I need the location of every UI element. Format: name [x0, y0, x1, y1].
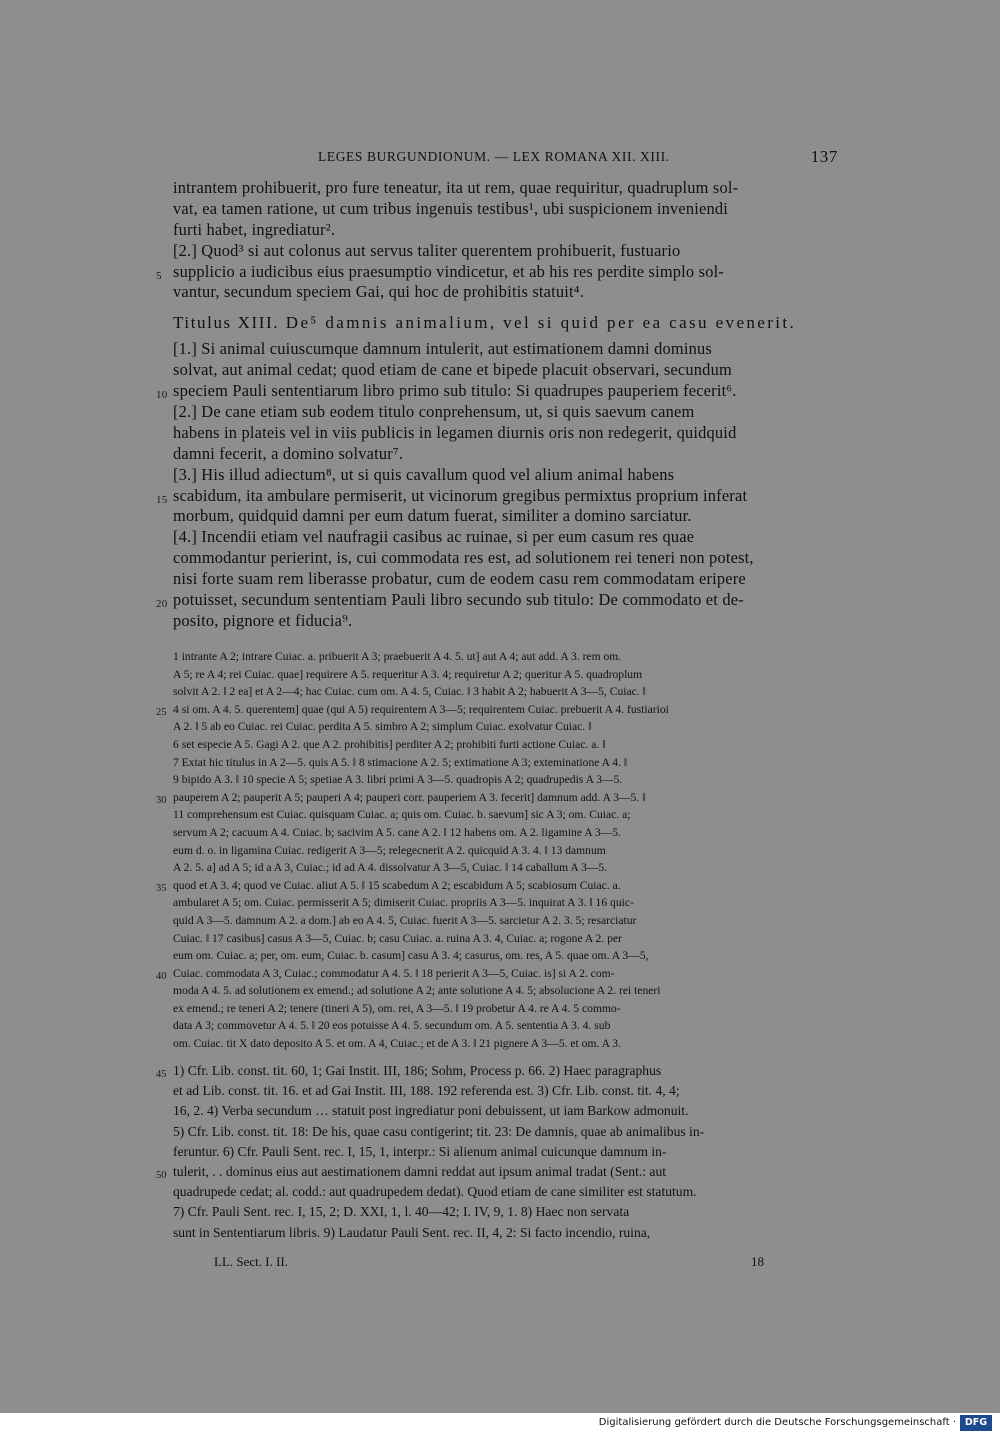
line-text: [3.] His illud adiectum⁸, ut si quis cavallum quod vel alium animal habens: [173, 464, 675, 484]
line-text: pauperem A 2; pauperit A 5; pauperi A 4; pauperi corr. pauperiem A 3. fecerit] damnum add. A 3—5. ‖: [173, 790, 646, 804]
critical-apparatus: [156, 648, 840, 1053]
text-line: [173, 339, 840, 360]
line-text: 1 intrante A 2; intrare Cuiac. a. pribuerit A 3; praebuerit A 4. 5. ut] aut A 4; aut add. A 3. rem om.: [173, 650, 622, 663]
digitization-footer: [0, 1413, 1000, 1434]
printer-signature: [214, 1254, 764, 1274]
line-text: servum A 2; cacuum A 4. Cuiac. b; sacivim A 5. cane A 2. ‖ 12 habens om. A 2. ligamine A 3—5.: [173, 825, 621, 839]
apparatus-line: [173, 894, 840, 912]
line-text: quid A 3—5. damnum A 2. a dom.] ab eo A 4. 5, Cuiac. fuerit A 3—5. sarcietur A 2. 3. 5; resarciatur: [173, 913, 637, 927]
apparatus-line: [156, 877, 840, 895]
text-line: [173, 444, 840, 465]
line-text: A 5; re A 4; rei Cuiac. quae] requirere A 5. requeritur A 3. 4; requiretur A 2; queritur A 5. quadroplum: [173, 667, 643, 681]
line-text: quadrupede cedat; al. codd.: aut quadrupedem dedat). Quod etiam de cane similiter est statutum.: [173, 1184, 697, 1200]
titulus-text: De⁵ damnis animalium, vel si quid per ea casu evenerit.: [285, 313, 797, 333]
footnotes: [156, 1061, 840, 1243]
running-head-title: LEGES BURGUNDIONUM. — LEX ROMANA XII. XIII.: [318, 149, 670, 164]
footnote-line: [173, 1101, 840, 1121]
text-line: [173, 220, 840, 241]
apparatus-line: [173, 982, 840, 1000]
apparatus-line: [173, 930, 840, 948]
line-text: A 2. ‖ 5 ab eo Cuiac. rei Cuiac. perdita A 5. simbro A 2; simplum Cuiac. exolvatur Cuiac. ‖: [173, 720, 592, 734]
footnote-line: [173, 1081, 840, 1101]
apparatus-line: [156, 789, 840, 807]
line-text: habens in plateis vel in viis publicis in legamen diurnis oris non redegerit, quidquid: [173, 422, 737, 442]
main-text-block: [156, 339, 840, 631]
line-text: furti habet, ingrediatur².: [173, 219, 336, 239]
text-line: [173, 527, 840, 548]
line-text: solvit A 2. ‖ 2 ea] et A 2—4; hac Cuiac. cum om. A 4. 5, Cuiac. ‖ 3 habit A 2; habuerit A 3—5, Cuiac. ‖: [173, 685, 646, 699]
line-text: 11 comprehensum est Cuiac. quisquam Cuiac. a; quis om. Cuiac. b. saevum] sic A 3; om. Cuiac. a;: [173, 808, 631, 822]
apparatus-line: [173, 947, 840, 965]
line-text: Cuiac. ‖ 17 casibus] casus A 3—5, Cuiac. b; casu Cuiac. a. ruina A 3. 4, Cuiac. a; rogone A 2. per: [173, 931, 622, 945]
line-text: speciem Pauli sententiarum libro primo sub titulo: Si quadrupes pauperiem fecerit⁶.: [173, 381, 737, 401]
line-number: 5: [156, 269, 162, 282]
apparatus-line: [156, 965, 840, 983]
text-line: [173, 360, 840, 381]
line-text: posito, pignore et fiducia⁹.: [173, 610, 353, 630]
line-number: 25: [156, 706, 167, 718]
line-number: 15: [156, 493, 168, 506]
text-line: [173, 611, 840, 632]
text-line: [156, 261, 840, 283]
line-text: moda A 4. 5. ad solutionem ex emend.; ad solutione A 2; ante solutione A 4. 5; absolucione A 2. rei teneri: [173, 984, 661, 998]
titulus-heading: [173, 313, 840, 337]
line-text: om. Cuiac. tit X dato deposito A 5. et om. A 4, Cuiac.; et de A 3. ‖ 21 pignere A 3—5. et om. A 3.: [173, 1037, 621, 1051]
line-text: supplicio a iudicibus eius praesumptio vindicetur, et ab his res perdite simplo sol-: [173, 261, 725, 281]
line-text: nisi forte suam rem liberasse probatur, cum de eodem casu rem commodatam eripere: [173, 569, 746, 589]
apparatus-line: [173, 1017, 840, 1035]
line-text: scabidum, ita ambulare permiserit, ut vicinorum gregibus permixtus proprium inferat: [173, 485, 748, 505]
text-line: [173, 402, 840, 423]
apparatus-line: [173, 683, 840, 701]
text-line: [156, 485, 840, 507]
apparatus-line: [173, 842, 840, 860]
text-line: [156, 381, 840, 402]
line-text: sunt in Sententiarum libris. 9) Laudatur Pauli Sent. rec. II, 4, 2: Si facto incendio, ruina,: [173, 1224, 651, 1240]
line-text: potuisset, secundum sententiam Pauli libro secundo sub titulo: De commodato et de-: [173, 590, 744, 610]
signature-number: 18: [751, 1254, 764, 1269]
line-text: [2.] De cane etiam sub eodem titulo conprehensum, ut, si quis saevum canem: [173, 402, 695, 422]
line-text: 1) Cfr. Lib. const. tit. 60, 1; Gai Instit. III, 186; Sohm, Process p. 66. 2) Haec paragraphus: [173, 1063, 662, 1078]
line-text: ex emend.; re teneri A 2; tenere (tineri A 5), om. rei, A 3—5. ‖ 19 probetur A 4. re A 4. 5 commo-: [173, 1001, 621, 1015]
line-number: 45: [156, 1069, 167, 1080]
text-line: [173, 282, 840, 303]
text-line: [173, 465, 840, 486]
line-number: 10: [156, 389, 168, 402]
footnote-line: [173, 1202, 840, 1222]
line-text: data A 3; commovetur A 4. 5. ‖ 20 eos potuisse A 4. 5. secundum om. A 5. sententia A 3. 4. sub: [173, 1019, 611, 1033]
footnote-line: [173, 1223, 840, 1243]
apparatus-line: [156, 701, 840, 719]
line-number: 35: [156, 882, 167, 894]
dfg-logo: DFG: [960, 1415, 992, 1431]
line-text: damni fecerit, a domino solvatur⁷.: [173, 443, 404, 463]
text-line: [173, 241, 840, 262]
line-text: 7) Cfr. Pauli Sent. rec. I, 15, 2; D. XXI, 1, l. 40—42; I. IV, 9, 1. 8) Haec non servata: [173, 1204, 630, 1220]
footnote-line: [156, 1162, 840, 1182]
text-line: [173, 548, 840, 569]
line-text: [2.] Quod³ si aut colonus aut servus taliter querentem prohibuerit, fustuario: [173, 240, 681, 260]
line-text: vat, ea tamen ratione, ut cum tribus ingenuis testibus¹, ubi suspicionem inveniendi: [173, 198, 729, 218]
apparatus-line: [173, 1035, 840, 1053]
line-text: feruntur. 6) Cfr. Pauli Sent. rec. I, 15, 1, interpr.: Si alienum animal cuicunque damnum in-: [173, 1143, 667, 1159]
line-text: eum om. Cuiac. a; per, om. eum, Cuiac. b. casum] casu A 3. 4; casurus, om. res, A 5. quae om. A 3—5,: [173, 949, 649, 963]
line-text: 7 Extat hic titulus in A 2—5. quis A 5. ‖ 8 stimacione A 2. 5; extimatione A 3; exteminatione A 4. ‖: [173, 755, 628, 769]
signature-label: LL. Sect. I. II.: [214, 1254, 289, 1269]
line-number: 20: [156, 598, 168, 611]
funding-credit: Digitalisierung gefördert durch die Deutsche Forschungsgemeinschaft ·: [598, 1417, 956, 1428]
line-text: ambularet A 5; om. Cuiac. permisserit A 5; dimiserit Cuiac. propriis A 3—5. inquirat A 3. ‖ 16 quic-: [173, 896, 634, 910]
text-line: [173, 199, 840, 220]
apparatus-line: [173, 824, 840, 842]
apparatus-line: [173, 666, 840, 684]
line-text: 5) Cfr. Lib. const. tit. 18: De his, quae casu contigerint; tit. 23: De damnis, quae ab animalibus in-: [173, 1123, 705, 1139]
apparatus-line: [173, 754, 840, 772]
line-text: eum d. o. in ligamina Cuiac. redigerit A 3—5; relegecnerit A 2. quicquid A 3. 4. ‖ 13 damnum: [173, 843, 606, 857]
footnote-line: [173, 1142, 840, 1162]
line-text: intrantem prohibuerit, pro fure teneatur, ita ut rem, quae requiritur, quadruplum sol-: [173, 178, 739, 197]
text-line: [173, 506, 840, 527]
main-text-block: [156, 178, 840, 303]
line-text: et ad Lib. const. tit. 16. et ad Gai Instit. III, 188. 192 referenda est. 3) Cfr. Lib. const. tit. 4, 4;: [173, 1083, 680, 1099]
line-text: vantur, secundum speciem Gai, qui hoc de prohibitis statuit⁴.: [173, 282, 585, 302]
line-text: 16, 2. 4) Verba secundum … statuit post ingrediatur poni debuissent, ut iam Barkow admonuit.: [173, 1103, 689, 1119]
line-text: commodantur perierint, is, cui commodata res est, ad solutionem rei teneri non potest,: [173, 548, 754, 568]
line-text: solvat, aut animal cedat; quod etiam de cane et bipede placuit observari, secundum: [173, 360, 732, 380]
apparatus-line: [173, 648, 840, 666]
footnote-line: [173, 1182, 840, 1202]
line-text: Cuiac. commodata A 3, Cuiac.; commodatur A 4. 5. ‖ 18 perierit A 3—5, Cuiac. is] si A 2. com-: [173, 966, 615, 980]
line-number: 40: [156, 970, 167, 982]
apparatus-line: [173, 806, 840, 824]
line-text: A 2. 5. a] ad A 5; id a A 3, Cuiac.; id ad A 4. dissolvatur A 3—5, Cuiac. ‖ 14 caballum A 3—5.: [173, 861, 608, 875]
page-number: 137: [810, 147, 838, 166]
line-text: 6 set especie A 5. Gagi A 2. que A 2. prohibitis] perditer A 2; prohibiti furti actione Cuiac. a. ‖: [173, 737, 606, 751]
line-text: [4.] Incendii etiam vel naufragii casibus ac ruinae, si per eum casum res quae: [173, 527, 695, 547]
apparatus-line: [173, 771, 840, 789]
main-text: [156, 178, 840, 632]
line-text: 9 bipido A 3. ‖ 10 specie A 5; spetiae A 3. libri primi A 3—5. quadropis A 2; quadrupedis A 3—5.: [173, 773, 623, 787]
text-line: [156, 590, 840, 611]
line-text: [1.] Si animal cuiuscumque damnum intulerit, aut estimationem damni dominus: [173, 339, 712, 359]
text-line: [173, 569, 840, 590]
apparatus-line: [173, 718, 840, 736]
apparatus-line: [173, 859, 840, 877]
text-line: [173, 423, 840, 444]
text-line: [173, 178, 840, 199]
running-head: [318, 147, 838, 169]
footnote-line: [156, 1061, 840, 1081]
apparatus-line: [173, 736, 840, 754]
line-number: 50: [156, 1169, 167, 1181]
apparatus-line: [173, 1000, 840, 1018]
line-number: 30: [156, 794, 167, 806]
line-text: morbum, quidquid damni per eum datum fuerat, similiter a domino sarciatur.: [173, 506, 692, 526]
titulus-label: Titulus XIII.: [173, 313, 280, 333]
line-text: quod et A 3. 4; quod ve Cuiac. aliut A 5. ‖ 15 scabedum A 2; escabidum A 5; scabiosum Cuiac. a.: [173, 878, 621, 892]
line-text: 4 si om. A 4. 5. querentem] quae (qui A 5) requirentem A 3—5; requirentem Cuiac. prebuerit A 4. fustiarioi: [173, 702, 669, 716]
apparatus-line: [173, 912, 840, 930]
footnote-line: [173, 1122, 840, 1142]
line-text: tulerit, . . dominus eius aut aestimationem damni reddat aut ipsum animal tradat (Sent.: aut: [173, 1163, 667, 1179]
